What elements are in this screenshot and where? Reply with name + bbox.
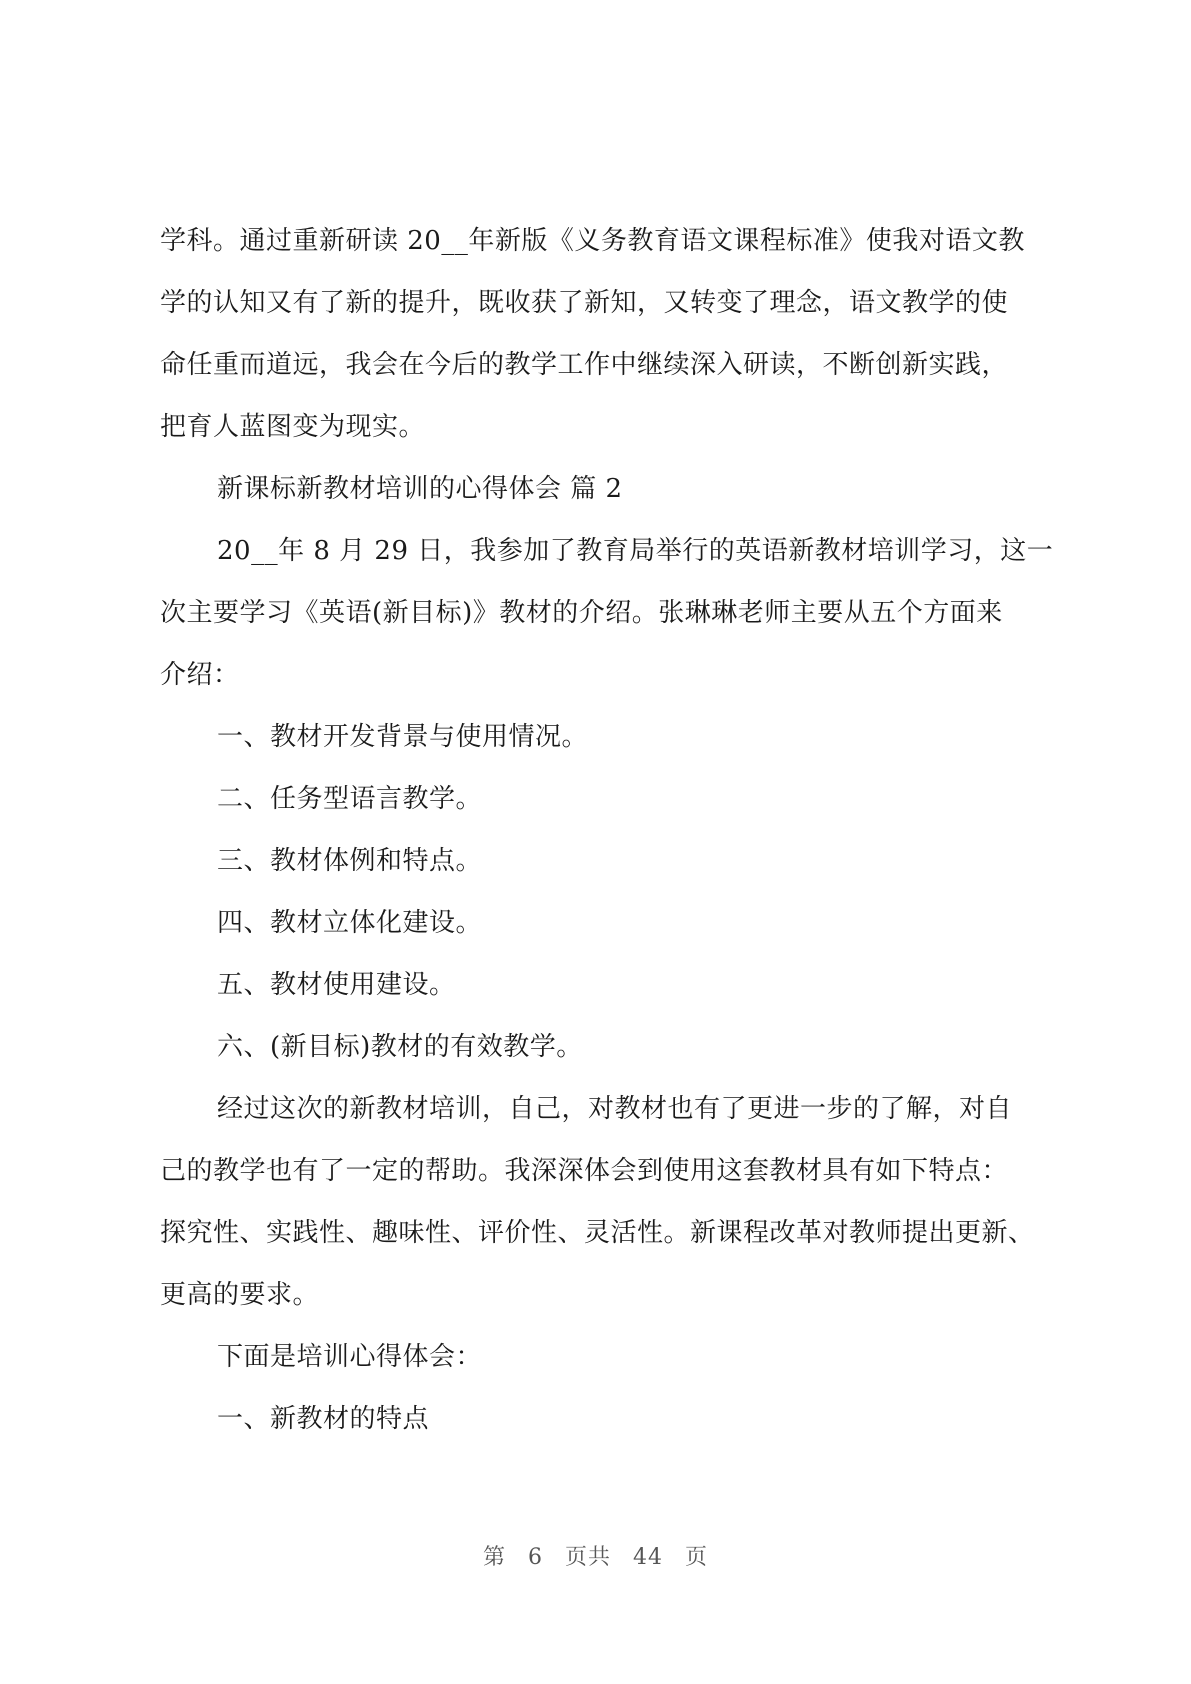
list-item: 三、教材体例和特点。 [217,846,483,876]
list-item: 四、教材立体化建设。 [217,908,483,938]
body-line: 20__年 8 月 29 日，我参加了教育局举行的英语新教材培训学习，这一 [217,536,1054,566]
footer-middle: 页共 [564,1545,611,1570]
body-line: 己的教学也有了一定的帮助。我深深体会到使用这套教材具有如下特点： [160,1156,1009,1186]
body-line: 探究性、实践性、趣味性、评价性、灵活性。新课程改革对教师提出更新、 [160,1218,1035,1248]
footer-suffix: 页 [685,1545,709,1570]
body-line: 学科。通过重新研读 20__年新版《义务教育语文课程标准》使我对语文教 [160,226,1025,256]
list-item: 一、教材开发背景与使用情况。 [217,722,589,752]
body-line: 经过这次的新教材培训，自己，对教材也有了更进一步的了解，对自 [217,1094,1013,1124]
body-line: 下面是培训心得体会： [217,1342,483,1372]
body-line: 更高的要求。 [160,1280,320,1310]
list-item: 六、(新目标)教材的有效教学。 [217,1032,583,1062]
current-page-number: 6 [527,1545,543,1570]
body-line: 次主要学习《英语(新目标)》教材的介绍。张琳琳老师主要从五个方面来 [160,598,1003,628]
footer-prefix: 第 [482,1545,506,1570]
subsection-heading: 一、新教材的特点 [217,1404,430,1434]
body-line: 把育人蓝图变为现实。 [160,412,426,442]
body-line: 命任重而道远，我会在今后的教学工作中继续深入研读，不断创新实践， [160,350,1009,380]
body-line: 介绍： [160,660,240,690]
total-pages-number: 44 [633,1545,663,1570]
body-line: 学的认知又有了新的提升，既收获了新知，又转变了理念，语文教学的使 [160,288,1009,318]
page-footer [0,1540,1191,1571]
section-heading: 新课标新教材培训的心得体会 篇 2 [217,474,623,504]
list-item: 五、教材使用建设。 [217,970,456,1000]
document-body [160,210,1062,1450]
list-item: 二、任务型语言教学。 [217,784,483,814]
